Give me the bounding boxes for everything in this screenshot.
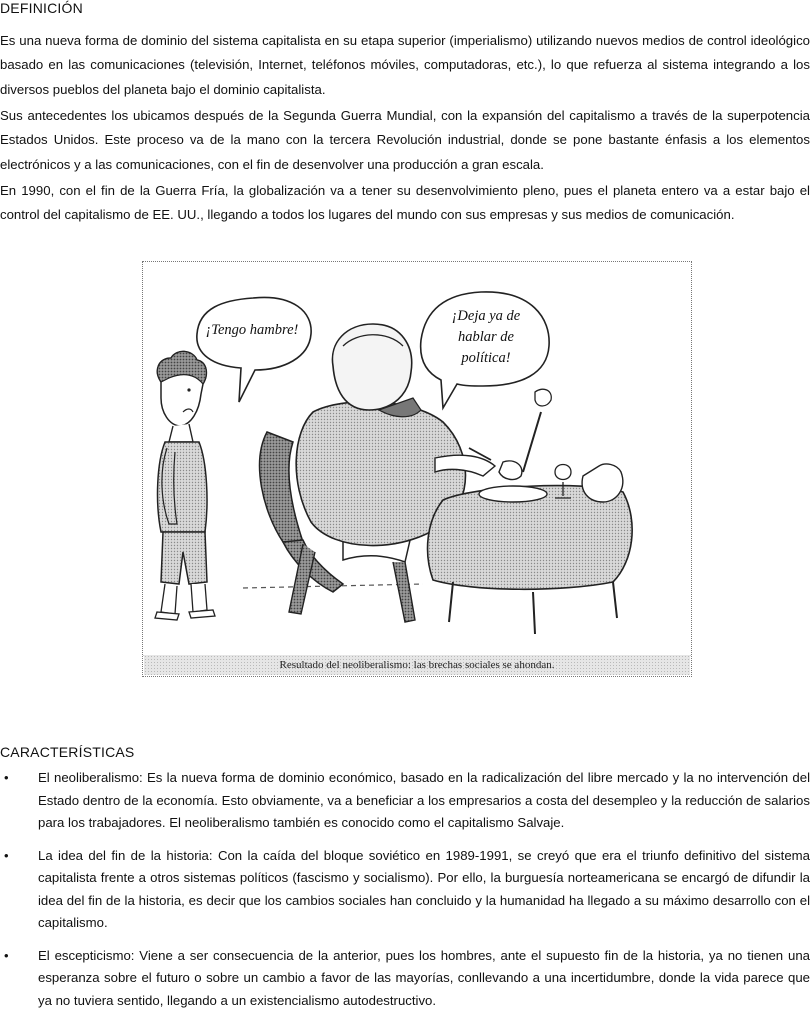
figure-caption: Resultado del neoliberalismo: las brechas sociales se ahondan.	[144, 655, 690, 675]
paragraph-1990: En 1990, con el fin de la Guerra Fría, la globalización va a tener su desenvolvimiento pleno, pues el planeta entero va a estar bajo el control del capitalismo de EE. UU., llegando a todos los lugares del mundo con sus empresas y sus medios de comunicación.	[0, 183, 810, 223]
bubble-left-text: ¡Tengo hambre!	[205, 322, 299, 338]
list-item-text: La idea del fin de la historia: Con la caída del bloque soviético en 1989-1991, se creyó que era el triunfo definitivo del sistema capitalista frente a otros sistemas políticos (fascismo y socialismo). Por ello, la burguesía norteamericana se encargó de difundir la idea del fin de la historia, es decir que los cambios sociales han concluido y la humanidad ha llegado a su máximo desarrollo con el capitalismo.	[38, 847, 810, 930]
list-item-text: El neoliberalismo: Es la nueva forma de dominio económico, basado en la radicalización del libre mercado y la no intervención del Estado dentro de la economía. Esto obviamente, va a beneficiar a los empresarios a costa del desempleo y la reducción de salarios para los trabajadores. El neoliberalismo también es conocido como el capitalismo Salvaje.	[38, 770, 810, 830]
characteristics-list	[0, 767, 810, 1022]
bubble-right-line-3: política!	[461, 350, 511, 366]
bullet-marker: •	[4, 847, 9, 863]
bubble-right-text	[427, 306, 545, 369]
paragraph-definition: Es una nueva forma de dominio del sistema capitalista en su etapa superior (imperialismo) utilizando nuevos medios de control ideológico basado en las comunicaciones (televisión, Internet, teléfonos móviles, computadoras, etc.), lo que refuerza al sistema integrando a los diversos pueblos del planeta bajo el dominio capitalista.	[0, 33, 810, 97]
list-item-text: El escepticismo: Viene a ser consecuencia de la anterior, pues los hombres, ante el supuesto fin de la historia, ya no tienen una esperanza sobre el futuro o sobre un cambio a favor de las mayorías, conllevando a una incertidumbre, donde la vida parece que ya no tuviera sentido, llegando a un existencialismo autodestructivo.	[38, 947, 810, 1008]
cartoon-figure	[142, 261, 692, 677]
speech-bubble-left	[197, 297, 311, 402]
bullet-marker: •	[4, 770, 9, 785]
hungry-boy	[155, 351, 215, 620]
bubble-right-line-1: ¡Deja ya de	[451, 308, 521, 324]
list-item	[0, 845, 810, 935]
list-item	[0, 767, 810, 835]
section-heading-definicion: DEFINICIÓN	[0, 0, 83, 16]
bubble-right-line-2: hablar de	[458, 329, 514, 345]
paragraph-antecedentes: Sus antecedentes los ubicamos después de la Segunda Guerra Mundial, con la expansión del capitalismo a través de la superpotencia Estados Unidos. Este proceso va de la mano con la tercera Revolución industrial, donde se pone bastante énfasis a los elementos electrónicos y a las comunicaciones, con el fin de desenvolver una producción a gran escala.	[0, 108, 810, 172]
bullet-marker: •	[4, 947, 9, 963]
section-heading-caracteristicas: CARACTERÍSTICAS	[0, 744, 135, 760]
list-item	[0, 945, 810, 1013]
